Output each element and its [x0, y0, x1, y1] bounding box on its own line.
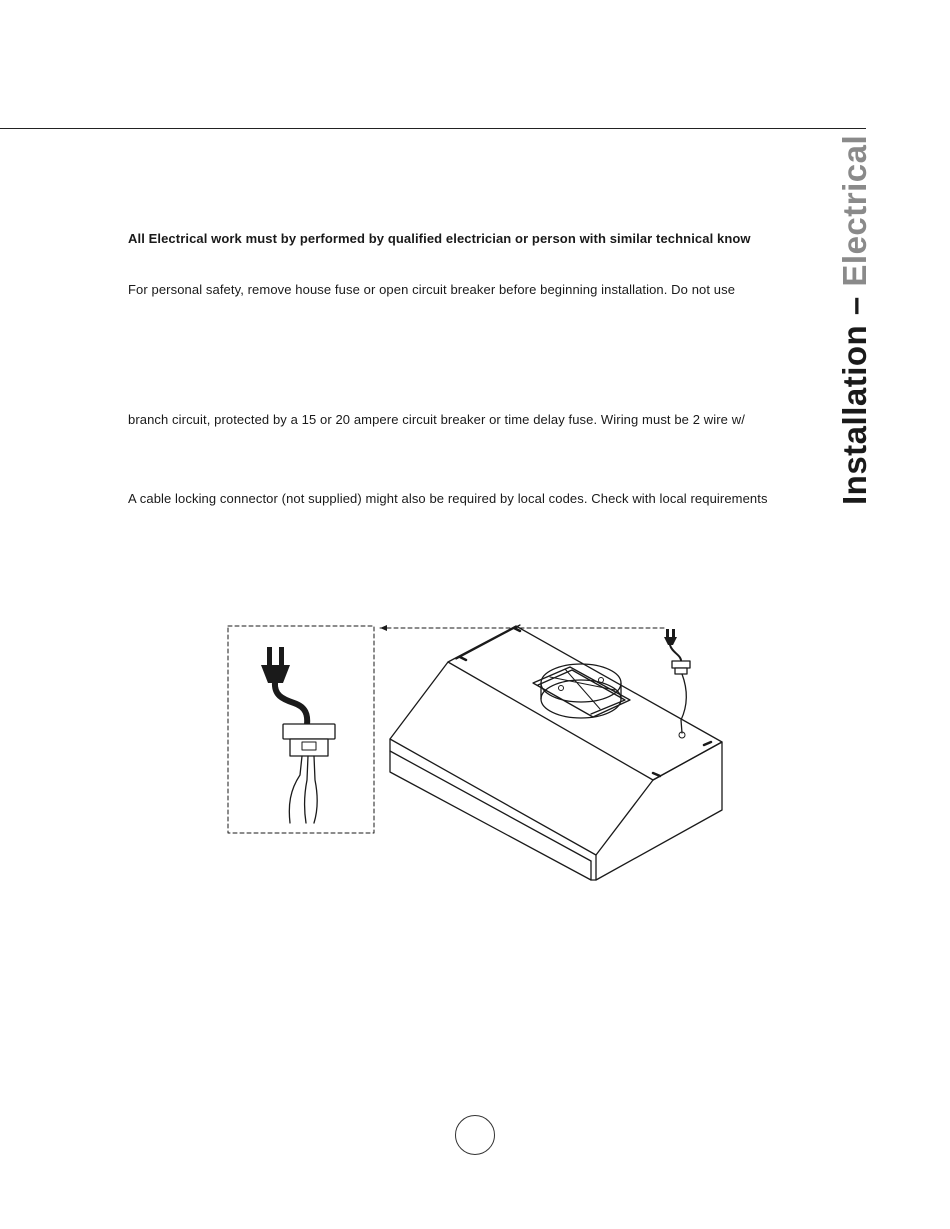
safety-paragraph: For personal safety, remove house fuse or open circuit breaker before beginning installation. Do not use — [128, 282, 736, 297]
section-title — [836, 135, 874, 505]
range-hood-figure — [220, 615, 740, 890]
warning-paragraph: All Electrical work must by performed by qualified electrician or person with similar technical know — [128, 231, 751, 246]
cord-connector-icon — [283, 724, 335, 823]
range-hood-illustration — [390, 625, 722, 880]
section-title-part1: Installation – — [836, 296, 873, 505]
power-plug-icon — [261, 647, 307, 725]
header-rule — [0, 128, 866, 129]
section-title-part2: Electrical — [836, 134, 873, 287]
connector-paragraph: A cable locking connector (not supplied) might also be required by local codes. Check with local requirements — [128, 491, 768, 506]
page-number-circle — [455, 1115, 495, 1155]
circuit-paragraph: branch circuit, protected by a 15 or 20 ampere circuit breaker or time delay fuse. Wiring must be 2 wire w/ — [128, 412, 745, 427]
